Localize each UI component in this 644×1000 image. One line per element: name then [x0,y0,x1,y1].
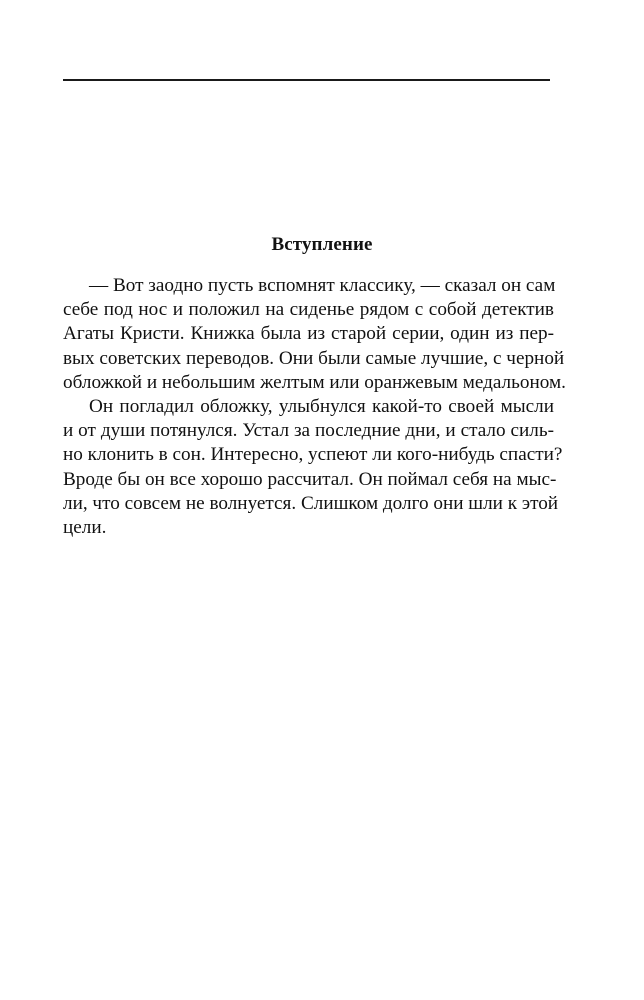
text-line: обложкой и небольшим желтым или оранжевым медальоном. [63,371,566,393]
paragraph-1 [63,274,566,395]
text-line: Агаты Кристи. Книжка была из старой серии, один из пер- [63,323,554,345]
paragraph-2 [63,395,563,540]
text-line: и от души потянулся. Устал за последние дни, и стало силь- [63,420,554,442]
header-rule [63,79,550,81]
text-line: цели. [63,516,107,538]
chapter-title: Вступление [271,234,373,255]
text-line: вых советских переводов. Они были самые лучшие, с черной [63,347,565,369]
text-line: ли, что совсем не волнуется. Слишком долго они шли к этой [63,492,559,514]
text-line: Вроде бы он все хорошо рассчитал. Он поймал себя на мыс- [63,468,557,490]
text-line: — Вот заодно пусть вспомнят классику, — сказал он сам [89,275,556,296]
text-line: себе под нос и положил на сиденье рядом с собой детектив [63,299,554,321]
body-text [63,274,566,540]
text-line: но клонить в сон. Интересно, успеют ли кого-нибудь спасти? [63,444,563,466]
text-line: Он погладил обложку, улыбнулся какой-то своей мысли [89,395,554,417]
